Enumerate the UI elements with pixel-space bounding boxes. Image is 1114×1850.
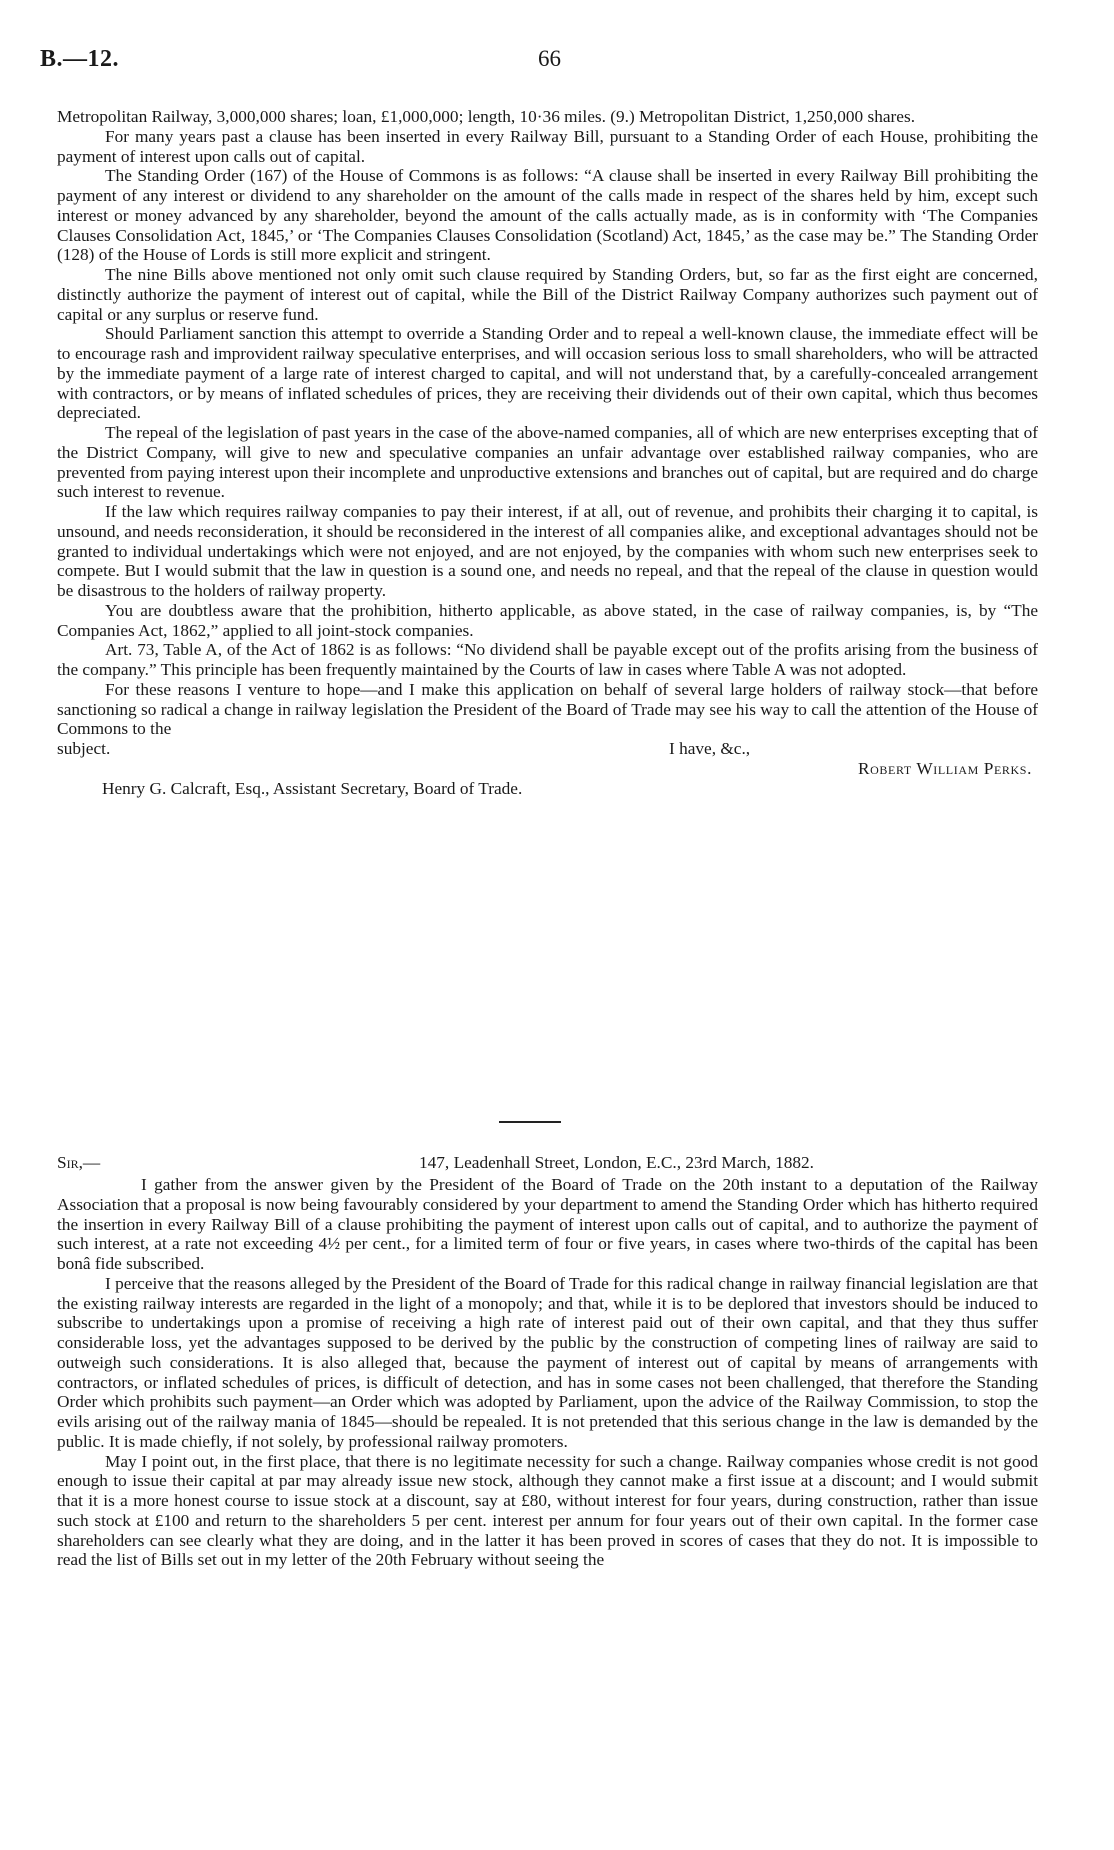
- paragraph: Art. 73, Table A, of the Act of 1862 is as follows: “No dividend shall be payable except out of the profits arising from the business of the company.” This principle has been frequently maintained by the Courts of law in cases where Table A was not adopted.: [57, 640, 1038, 679]
- closing-row: [57, 739, 1038, 759]
- closing-formula: I have, &c.,: [669, 739, 751, 758]
- salutation: Sir,—: [57, 1153, 101, 1172]
- paragraph: The repeal of the legislation of past years in the case of the above-named companies, all of which are new enterprises excepting that of the District Company, will give to new and speculative companies an unfair advantage over established railway companies, who are prevented from paying interest upon their incomplete and unproductive extensions and branches out of capital, but are required and do charge such interest to revenue.: [57, 423, 1038, 502]
- paragraph: I perceive that the reasons alleged by the President of the Board of Trade for this radical change in railway financial legislation are that the existing railway interests are regarded in the light of a monopoly; and that, while it is to be deplored that investors should be induced to subscribe to undertakings upon a promise of receiving a high rate of interest paid out of their own capital, and that they thus suffer considerable loss, yet the advantages supposed to be derived by the public by the construction of competing lines of railway are said to outweigh such considerations. It is also alleged that, because the payment of interest out of capital by means of arrangements with contractors, or inflated schedules of prices, is difficult of detection, and has in some cases not been challenged, that therefore the Standing Order which prohibits such payment—an Order which was adopted by Parliament, upon the advice of the Railway Commission, to stop the evils arising out of the railway mania of 1845—should be repealed. It is not pretended that this serious change in the law is demanded by the public. It is made chiefly, if not solely, by professional railway promoters.: [57, 1273, 1038, 1451]
- paragraph: The Standing Order (167) of the House of Commons is as follows: “A clause shall be inserted in every Railway Bill prohibiting the payment of any interest or dividend to any shareholder on the amount of the calls made in respect of the shares held by him, except such interest or money advanced by any shareholder, beyond the amount of the calls actually made, as is in conformity with ‘The Companies Clauses Consolidation Act, 1845,’ or ‘The Companies Clauses Consolidation (Scotland) Act, 1845,’ as the case may be.” The Standing Order (128) of the House of Lords is still more explicit and stringent.: [57, 166, 1038, 265]
- paragraph: For many years past a clause has been inserted in every Railway Bill, pursuant to a Standing Order of each House, prohibiting the payment of interest upon calls out of capital.: [57, 126, 1038, 166]
- paragraph: Should Parliament sanction this attempt to override a Standing Order and to repeal a well-known clause, the immediate effect will be to encourage rash and improvident railway speculative enterprises, and will occasion serious loss to small shareholders, who will be attracted by the immediate payment of a large rate of interest charged to capital, and will not understand that, by a carefully-concealed arrangement with contractors, or by means of inflated schedules of prices, they are receiving their dividends out of their own capital, which thus becomes depreciated.: [57, 324, 1038, 423]
- paragraph: May I point out, in the first place, that there is no legitimate necessity for such a change. Railway companies whose credit is not good enough to issue their capital at par may already issue new stock, although they cannot make a first issue at a discount; and I would submit that it is a more honest course to issue stock at a discount, say at £80, without interest for four years, during construction, rather than issue such stock at £100 and return to the shareholders 5 per cent. interest per annum for four years out of their own capital. In the former case shareholders can see clearly what they are doing, and in the latter it has been proved in scores of cases that they do not. It is impossible to read the list of Bills set out in my letter of the 20th February without seeing the: [57, 1451, 1038, 1570]
- paragraph: The nine Bills above mentioned not only omit such clause required by Standing Orders, but, so far as the first eight are concerned, distinctly authorize the payment of interest out of capital, while the Bill of the District Railway Company authorizes such payment out of capital or any surplus or reserve fund.: [57, 265, 1038, 324]
- letter-one: [57, 107, 1038, 799]
- paragraph: You are doubtless aware that the prohibition, hitherto applicable, as above stated, in the case of railway companies, is, by “The Companies Act, 1862,” applied to all joint-stock companies.: [57, 600, 1038, 640]
- last-line-word: subject.: [57, 739, 111, 758]
- paragraph: If the law which requires railway companies to pay their interest, if at all, out of revenue, and prohibits their charging it to capital, is unsound, and needs reconsideration, it should be reconsidered in the interest of all companies alike, and exceptional advantages should not be granted to individual undertakings which were not enjoyed, and are not enjoyed, by the companies with whom such new enterprises seek to compete. But I would submit that the law in question is a sound one, and needs no repeal, and that the repeal of the clause in question would be disastrous to the holders of railway property.: [57, 502, 1038, 600]
- salutation-row: [57, 1153, 1038, 1175]
- section-divider: [499, 1121, 561, 1123]
- document-reference: B.—12.: [40, 46, 120, 72]
- paragraph: Metropolitan Railway, 3,000,000 shares; loan, £1,000,000; length, 10·36 miles. (9.) Metropolitan District, 1,250,000 shares.: [57, 107, 916, 126]
- dateline: 147, Leadenhall Street, London, E.C., 23rd March, 1882.: [419, 1153, 814, 1172]
- letter-two: [57, 1153, 1038, 1570]
- paragraph: I gather from the answer given by the President of the Board of Trade on the 20th instant to a deputation of the Railway Association that a proposal is now being favourably considered by your department to amend the Standing Order which has hitherto required the insertion in every Railway Bill of a clause prohibiting the payment of interest upon calls out of capital, and to authorize the payment of such interest, at a rate not exceeding 4½ per cent., for a limited term of four or five years, in cases where two-thirds of the capital has been bonâ fide subscribed.: [57, 1175, 1038, 1273]
- addressee: Henry G. Calcraft, Esq., Assistant Secretary, Board of Trade.: [102, 778, 523, 798]
- paragraph: For these reasons I venture to hope—and I make this application on behalf of several large holders of railway stock—that before sanctioning so radical a change in railway legislation the President of the Board of Trade may see his way to call the attention of the House of Commons to the: [57, 679, 1038, 739]
- signature: Robert William Perks.: [858, 759, 1032, 778]
- page-number: 66: [538, 46, 561, 71]
